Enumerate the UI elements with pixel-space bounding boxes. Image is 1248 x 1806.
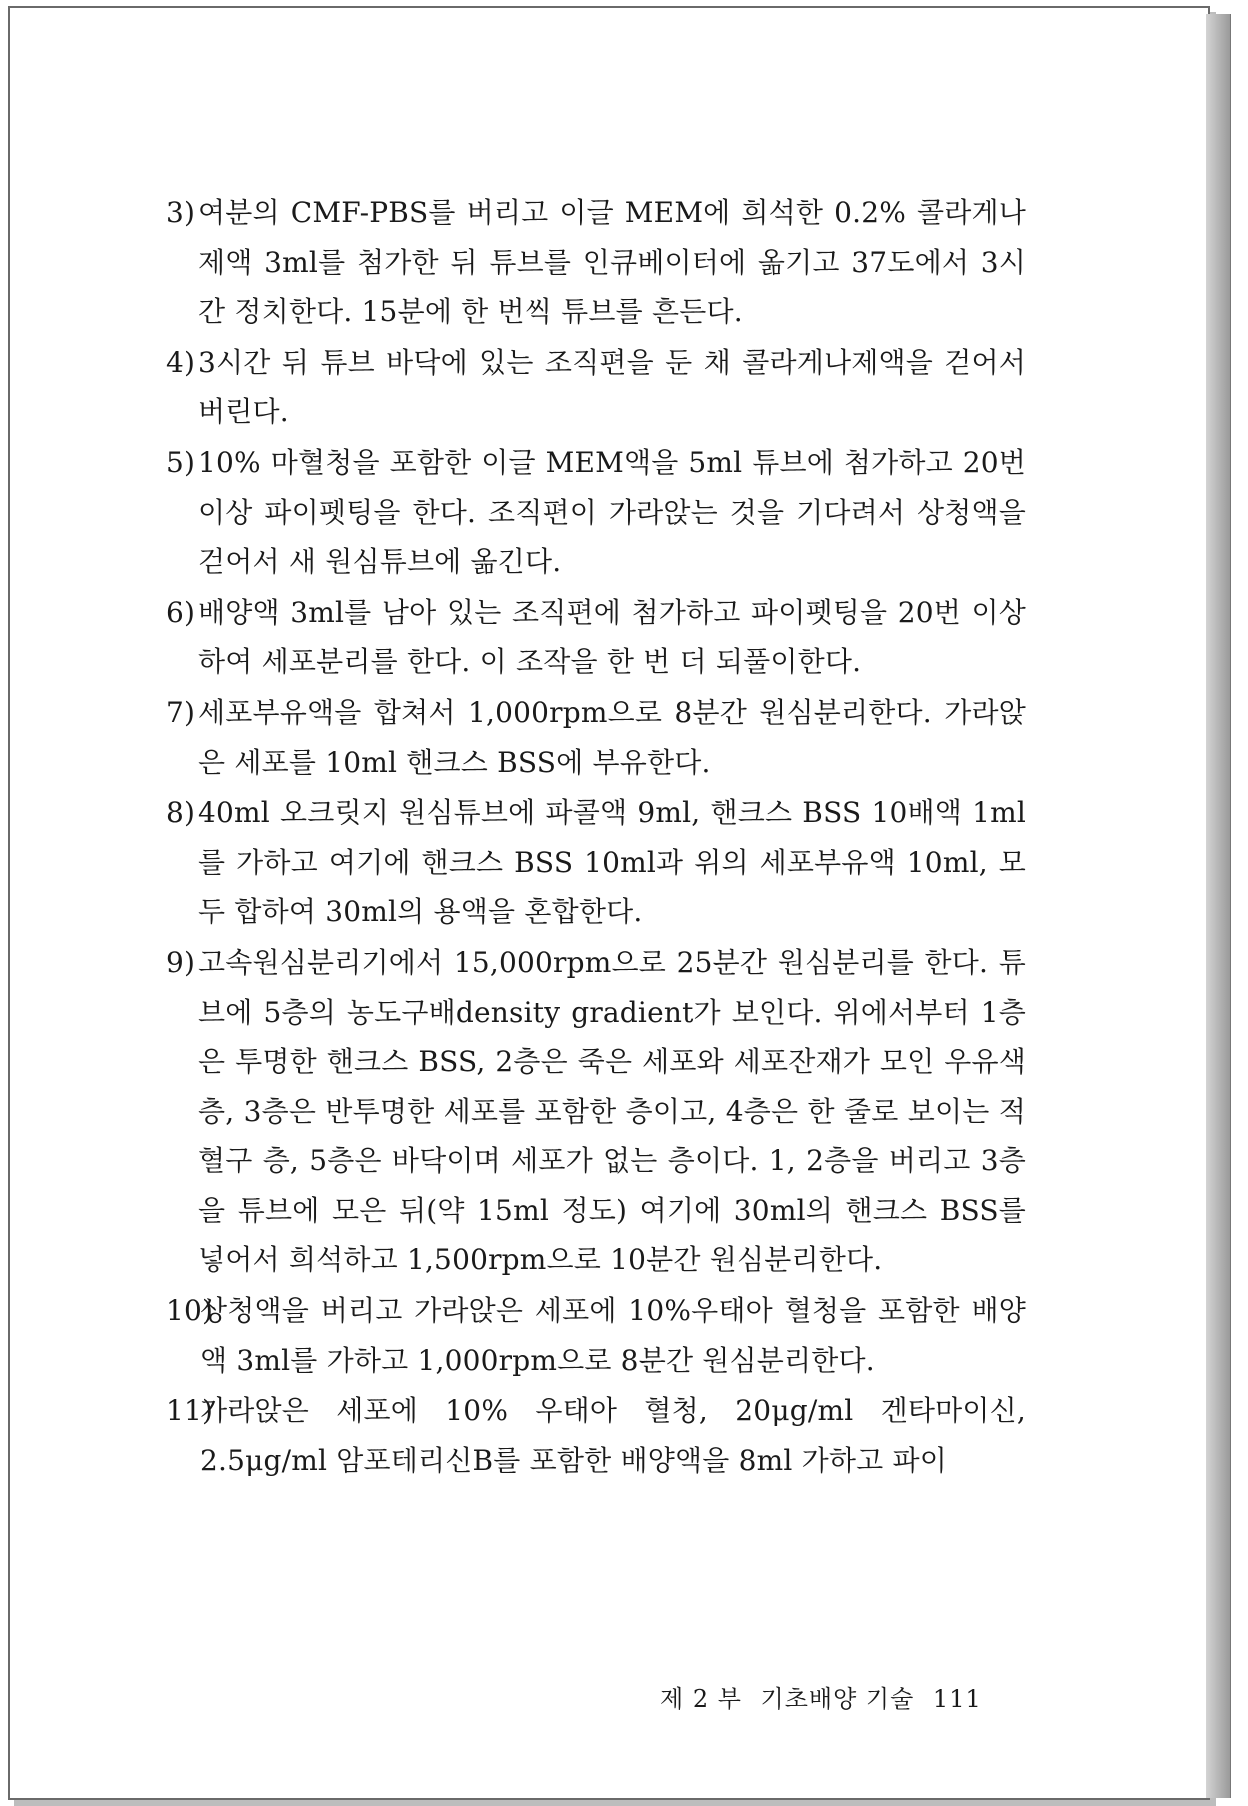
step-text: 3시간 뒤 튜브 바닥에 있는 조직편을 둔 채 콜라게나제액을 걷어서 버린다. — [198, 345, 1026, 429]
step-number: 11) — [166, 1394, 214, 1428]
step-number: 3) — [166, 196, 196, 229]
step-number: 10) — [166, 1294, 214, 1328]
step-text: 고속원심분리기에서 15,000rpm으로 25분간 원심분리를 한다. 튜브에 5층의 농도구배density gradient가 보인다. 위에서부터 1층은 투명한 핸크스 BSS, 2층은 죽은 세포와 세포잔재가 모인 우유색 층, 3층은 반투명한 세포를 포함한 층이고, 4층은 한 줄로 보이는 적혈구 층, 5층은 바닥이며 세포가 없는 층이다. 1, 2층을 버리고 3층을 튜브에 모은 뒤(약 15ml 정도) 여기에 30ml의 핸크스 BSS를 넣어서 희석하고 1,500rpm으로 10분간 원심분리한다. — [198, 945, 1026, 1277]
page-edge — [1206, 14, 1231, 1798]
step-number: 8) — [166, 796, 196, 830]
step-item — [166, 338, 1026, 437]
step-item — [166, 788, 1026, 937]
procedure-steps — [166, 188, 1026, 1486]
step-item — [166, 588, 1026, 687]
step-item — [166, 938, 1026, 1285]
step-item — [166, 688, 1026, 787]
step-text: 가라앉은 세포에 10% 우태아 혈청, 20μg/ml 겐타마이신, 2.5μg/ml 암포테리신B를 포함한 배양액을 8ml 가하고 파이 — [200, 1394, 1026, 1477]
step-text: 배양액 3ml를 남아 있는 조직편에 첨가하고 파이펫팅을 20번 이상하여 세포분리를 한다. 이 조작을 한 번 더 되풀이한다. — [198, 595, 1026, 679]
running-footer — [660, 1679, 992, 1714]
step-number: 7) — [166, 695, 196, 729]
step-text: 여분의 CMF-PBS를 버리고 이글 MEM에 희석한 0.2% 콜라게나제액 3ml를 첨가한 뒤 튜브를 인큐베이터에 옮기고 37도에서 3시간 정치한다. 15분에 한 번씩 튜브를 흔든다. — [198, 196, 1026, 329]
step-item — [166, 438, 1026, 587]
step-text: 40ml 오크릿지 원심튜브에 파콜액 9ml, 핸크스 BSS 10배액 1ml를 가하고 여기에 핸크스 BSS 10ml과 위의 세포부유액 10ml, 모두 합하여 30ml의 용액을 혼합한다. — [198, 796, 1026, 929]
step-text: 세포부유액을 합쳐서 1,000rpm으로 8분간 원심분리한다. 가라앉은 세포를 10ml 핸크스 BSS에 부유한다. — [198, 695, 1026, 779]
footer-part: 제 2 부 — [660, 1685, 742, 1713]
page-number: 111 — [932, 1685, 982, 1713]
step-text: 상청액을 버리고 가라앉은 세포에 10%우태아 혈청을 포함한 배양액 3ml를 가하고 1,000rpm으로 8분간 원심분리한다. — [200, 1294, 1026, 1377]
step-text: 10% 마혈청을 포함한 이글 MEM액을 5ml 튜브에 첨가하고 20번 이상 파이펫팅을 한다. 조직편이 가라앉는 것을 기다려서 상청액을 걷어서 새 원심튜브에 옮긴다. — [198, 445, 1026, 579]
footer-chapter: 기초배양 기술 — [760, 1685, 915, 1713]
step-item — [166, 188, 1026, 337]
step-number: 6) — [166, 595, 196, 629]
step-item — [166, 1286, 1026, 1385]
step-number: 4) — [166, 345, 196, 379]
step-item — [166, 1386, 1026, 1485]
step-number: 5) — [166, 445, 196, 479]
step-number: 9) — [166, 945, 196, 979]
